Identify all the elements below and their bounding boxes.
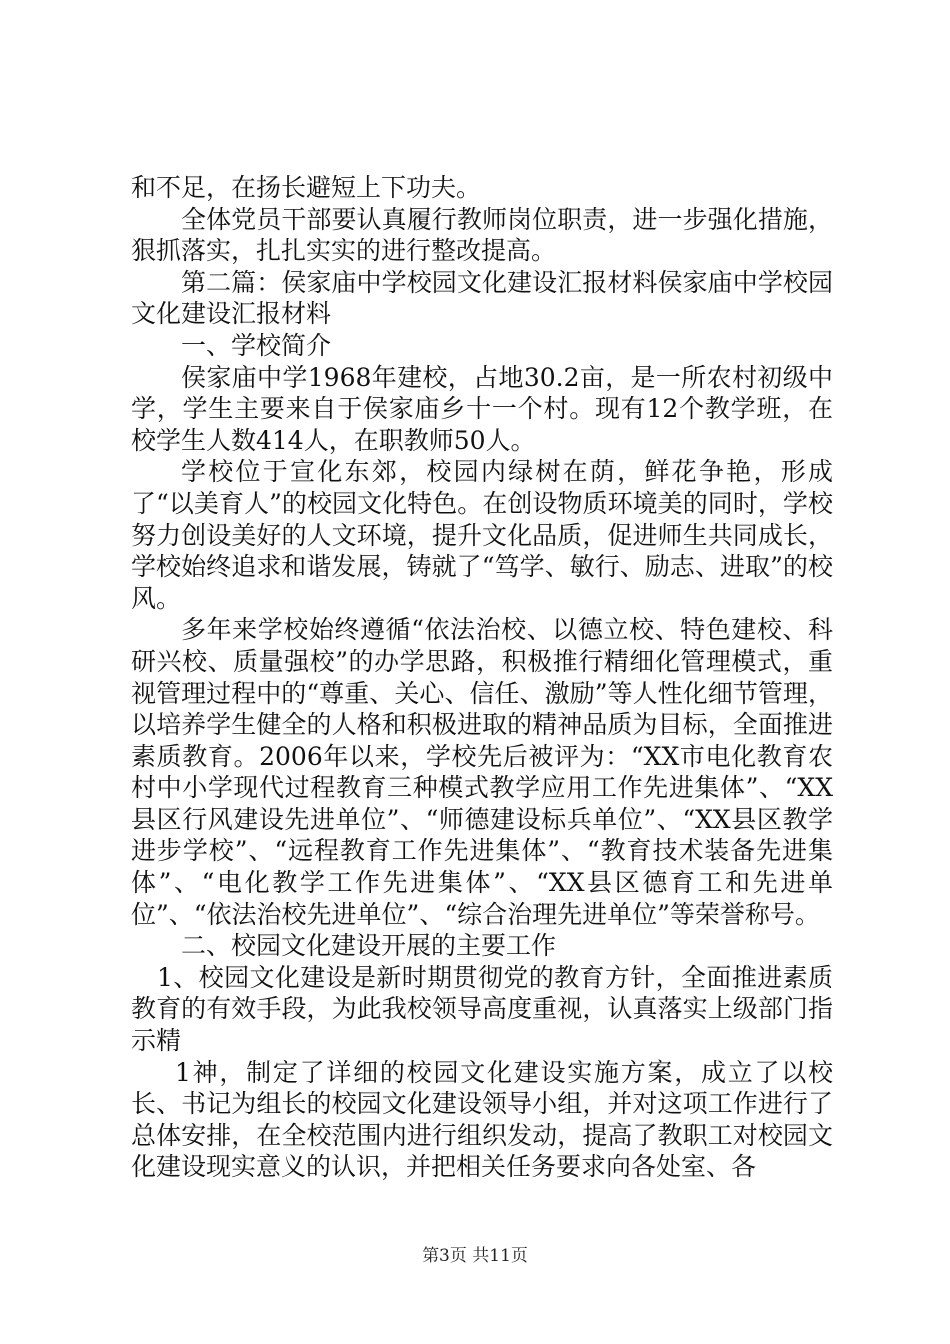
paragraph-work-item-1-continued: 1神，制定了详细的校园文化建设实施方案，成立了以校长、书记为组长的校园文化建设领导小组，并对这项工作进行了总体安排，在全校范围内进行组织发动，提高了教职工对校园文化建设现实意义的认识，并把相关任务要求向各处室、各 <box>131 1057 833 1182</box>
paragraph-management-honors: 多年来学校始终遵循“依法治校、以德立校、特色建校、科研兴校、质量强校”的办学思路，积极推行精细化管理模式，重视管理过程中的“尊重、关心、信任、激励”等人性化细节管理，以培养学生健全的人格和积极进取的精神品质为目标，全面推进素质教育。2006年以来，学校先后被评为：“XX市电化教育农村中小学现代过程教育三种模式教学应用工作先进集体”、“XX县区行风建设先进单位”、“师德建设标兵单位”、“XX县区教学进步学校”、“远程教育工作先进集体”、“教育技术装备先进集体”、“电化教学工作先进集体”、“XX县区德育工和先进单位”、“依法治校先进单位”、“综合治理先进单位”等荣誉称号。 <box>131 615 833 929</box>
paragraph-work-item-1: 1、校园文化建设是新时期贯彻党的教育方针，全面推进素质教育的有效手段，为此我校领导高度重视，认真落实上级部门指示精 <box>131 962 833 1056</box>
paragraph-school-location: 学校位于宣化东郊，校园内绿树在荫，鲜花争艳，形成了“以美育人”的校园文化特色。在创设物质环境美的同时，学校努力创设美好的人文环境，提升文化品质，促进师生共同成长，学校始终追求和谐发展，铸就了“笃学、敏行、励志、进取”的校风。 <box>131 457 833 613</box>
paragraph-continuation: 和不足，在扬长避短上下功夫。 <box>131 173 482 202</box>
page-footer: 第3页 共11页 <box>422 1246 528 1266</box>
paragraph-school-overview: 侯家庙中学1968年建校，占地30.2亩，是一所农村初级中学，学生主要来自于侯家庙乡十一个村。现有12个教学班，在校学生人数414人，在职教师50人。 <box>131 362 833 455</box>
paragraph-rectification: 全体党员干部要认真履行教师岗位职责，进一步强化措施，狠抓落实，扎扎实实的进行整改提高。 <box>131 204 833 266</box>
section-title-part-two: 第二篇：侯家庙中学校园文化建设汇报材料侯家庙中学校园文化建设汇报材料 <box>131 267 833 329</box>
heading-main-work: 二、校园文化建设开展的主要工作 <box>181 931 557 961</box>
heading-school-intro: 一、学校简介 <box>181 330 332 360</box>
document-body <box>131 172 833 1183</box>
